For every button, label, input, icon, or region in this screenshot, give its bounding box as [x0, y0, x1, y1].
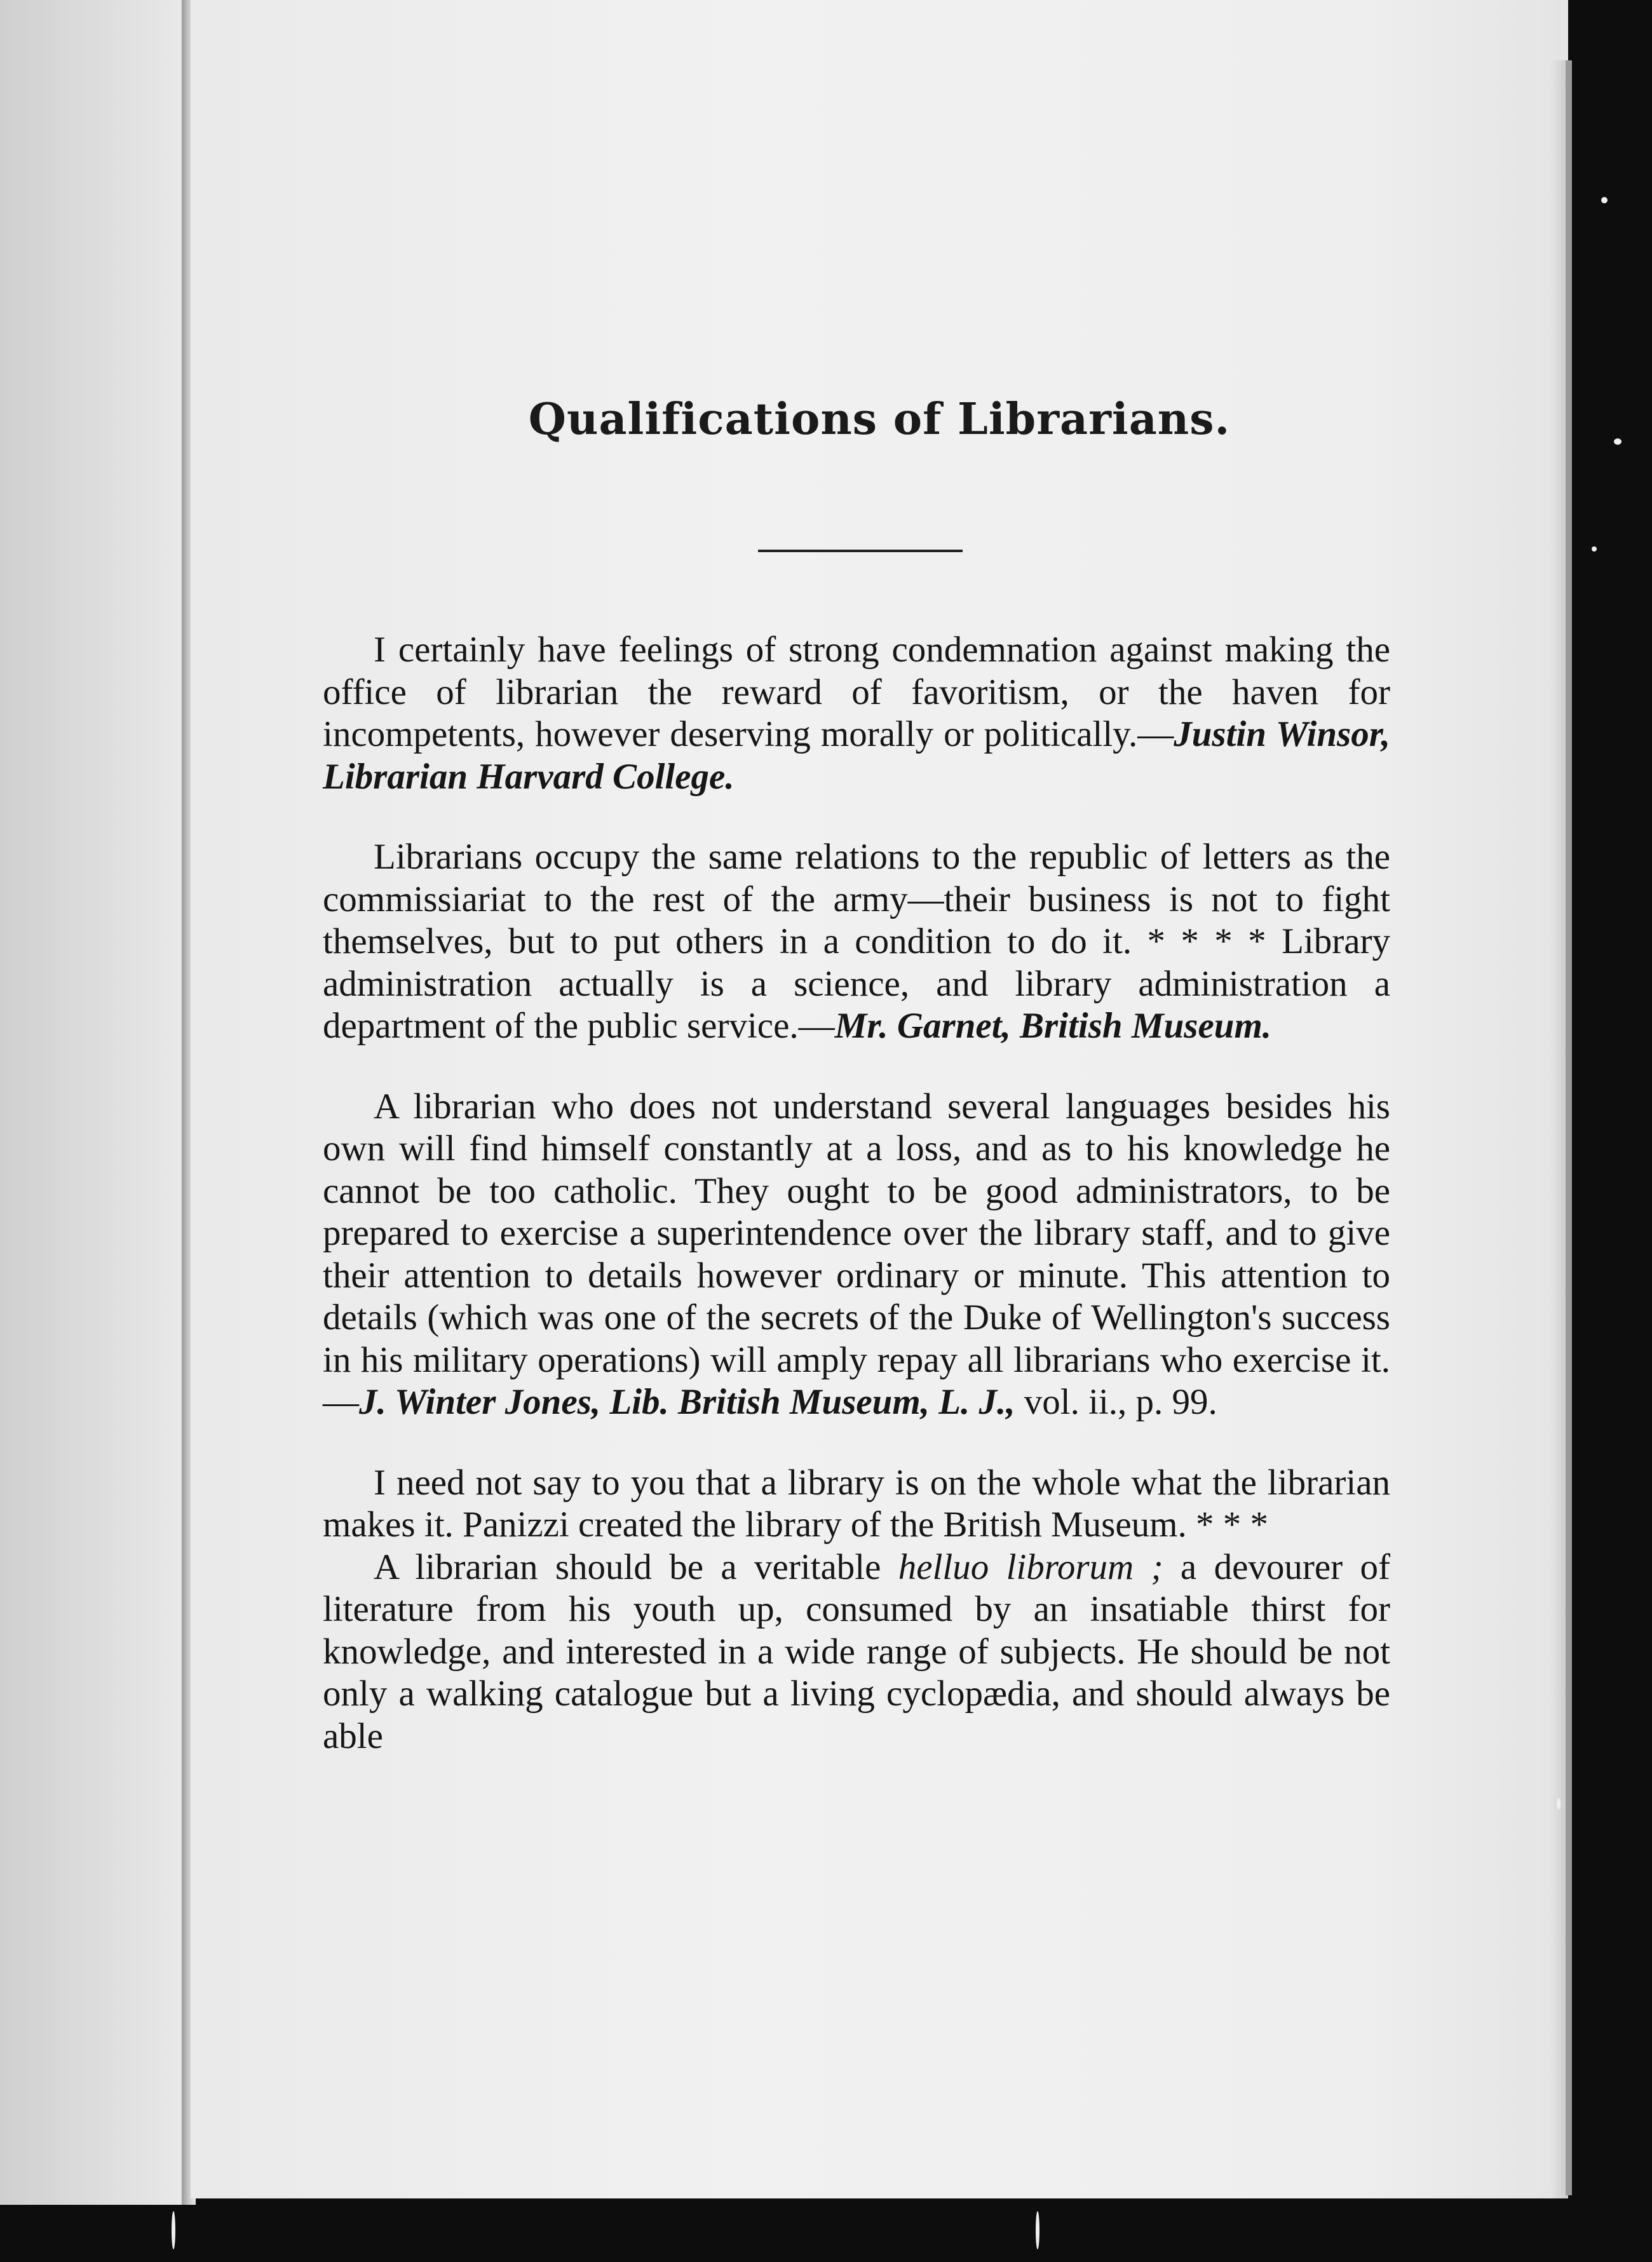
page-body: [323, 629, 1390, 1757]
quote-paragraph: [323, 836, 1390, 1048]
quote-attribution: Justin Winsor, Librarian Harvard College.: [323, 714, 1390, 797]
quote-text: Librarians occupy the same relations to the republic of letters as the commissiariat to the rest of the army—their business is not to fight themselves, but to put others in a condition to do it. * * * * Library administration actually is a science, and library administration a department of the public service.—: [323, 837, 1390, 1046]
latin-phrase: helluo librorum ;: [898, 1547, 1163, 1587]
title-rule: [758, 550, 963, 552]
quote-paragraph: [323, 629, 1390, 798]
scan-speck: [1036, 2211, 1039, 2249]
quote-paragraph: [323, 1086, 1390, 1424]
page-edge-line: [1566, 60, 1572, 2195]
scan-speck: [1614, 438, 1622, 445]
scan-speck: [1592, 546, 1597, 552]
quote-paragraph: [323, 1547, 1390, 1758]
facing-page-edge: [0, 0, 191, 2205]
quote-text: a devourer of literature from his youth up, consumed by an insatiable thirst for knowledge, and interested in a wide range of subjects. He should be not only a walking catalogue but a living cyclopædia, and should always be able: [323, 1547, 1390, 1756]
quote-text: I certainly have feelings of strong condemnation against making the office of librarian the reward of favoritism, or the haven for incompetents, however deserving morally or politically.—: [323, 630, 1390, 754]
scan-speck: [172, 2211, 175, 2249]
quote-citation: vol. ii., p. 99.: [1015, 1382, 1217, 1422]
page-title: Qualifications of Librarians.: [528, 394, 1231, 445]
quote-attribution: J. Winter Jones, Lib. British Museum, L. J.,: [359, 1382, 1015, 1422]
quote-text: A librarian who does not understand several languages besides his own will find himself constantly at a loss, and as to his knowledge he cannot be too catholic. They ought to be good administrators, to be prepared to exercise a superintendence over the library staff, and to give their attention to details however ordinary or minute. This attention to details (which was one of the secrets of the Duke of Wellington's success in his military operations) will amply repay all librarians who exercise it.—: [323, 1086, 1390, 1422]
quote-paragraph: [323, 1462, 1390, 1547]
quote-attribution: Mr. Garnet, British Museum.: [834, 1006, 1272, 1046]
quote-text: A librarian should be a veritable: [374, 1547, 898, 1587]
quote-text: I need not say to you that a library is on the whole what the librarian makes it. Panizzi created the library of the British Museum. * * *: [323, 1462, 1390, 1545]
scan-speck: [1557, 1798, 1561, 1810]
scan-speck: [1601, 197, 1608, 203]
